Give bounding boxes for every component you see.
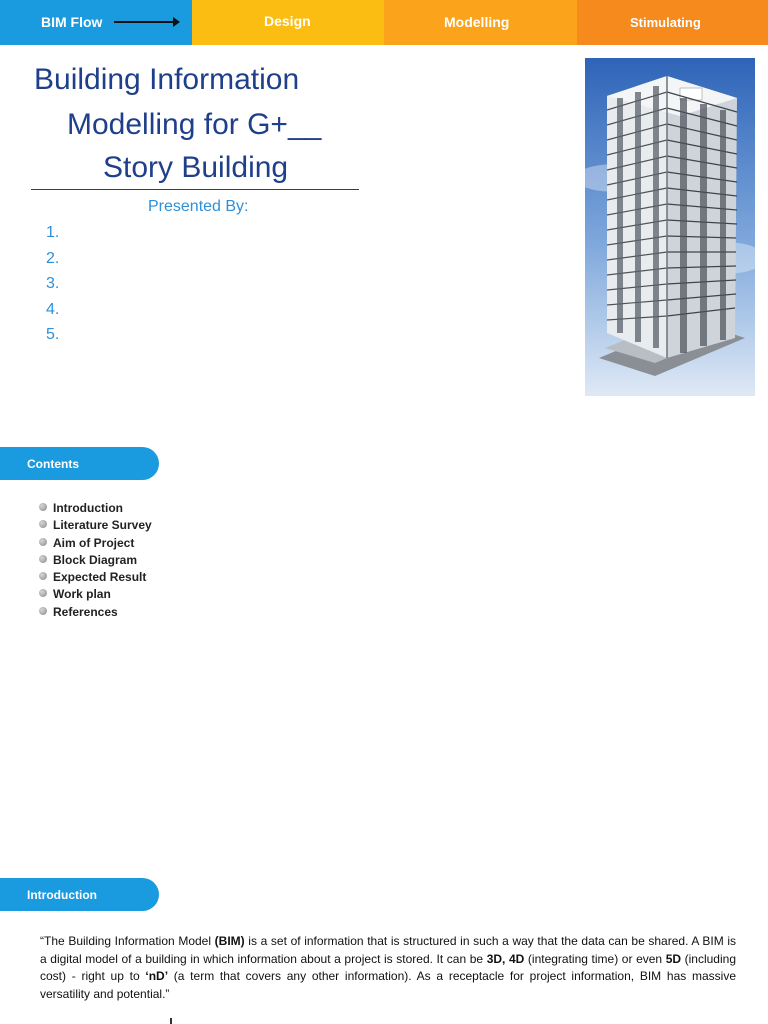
building-icon [585,58,755,396]
contents-item-references [39,604,152,621]
contents-item-block-diagram [39,552,152,569]
top-banner [0,0,768,45]
page-mark [170,1018,172,1024]
intro-text: “The Building Information Model [40,934,215,948]
contents-item-work-plan [39,586,152,603]
contents-header-label: Contents [27,457,79,471]
contents-item-literature-survey [39,517,152,534]
list-item-label: References [53,604,118,619]
intro-text: (a term that covers any other information). As a receptacle for project information, BIM has massive versatility and potential.” [40,969,736,1001]
contents-item-aim-of-project [39,535,152,552]
intro-text: (integrating time) or even [524,951,666,966]
intro-bold: (BIM) [214,934,245,948]
banner-label-bim-flow: BIM Flow [41,14,103,30]
contents-list [39,500,152,621]
contents-item-expected-result [39,569,152,586]
bullet-icon [39,607,47,615]
banner-segment-modelling [384,0,577,45]
banner-label-design: Design [264,13,311,29]
presenter-item: 5. [46,326,60,343]
bullet-icon [39,555,47,563]
list-item-label: Aim of Project [53,535,135,550]
introduction-header-label: Introduction [27,888,97,902]
title-divider [31,189,359,190]
banner-segment-design [192,0,384,45]
title-line-2: Modelling for G+__ [67,108,322,141]
title-line-3: Story Building [103,151,289,184]
bullet-icon [39,589,47,597]
arrow-right-icon [114,21,176,23]
presenter-item: 3. [46,275,60,292]
intro-bold: ‘nD’ [145,969,169,983]
banner-segment-stimulating [577,0,768,45]
intro-text: is a set of information that is structured in such a way that the data can be shared. A BIM is a digital model of a building in which information about a project is stored. It can be [40,934,737,966]
presenter-item: 4. [46,300,60,318]
list-item-label: Literature Survey [53,518,152,533]
introduction-paragraph [40,933,736,1003]
bullet-icon [39,520,47,528]
banner-label-modelling: Modelling [444,14,510,30]
introduction-header [0,878,159,911]
intro-bold: 3D, 4D [486,951,525,966]
intro-bold: 5D [665,951,682,966]
bullet-icon [39,503,47,511]
list-item-label: Expected Result [53,570,147,585]
presenter-item: 2. [46,249,60,267]
list-item-label: Introduction [53,501,123,515]
banner-segment-bim-flow [0,0,192,45]
bullet-icon [39,538,47,546]
presenter-item: 1. [46,224,60,241]
presented-by-label: Presented By: [148,198,249,215]
banner-label-stimulating: Stimulating [630,15,701,30]
list-item-label: Work plan [53,587,111,602]
list-item-label: Block Diagram [53,552,138,567]
title-line-1: Building Information [34,63,300,96]
intro-text: (including cost) - right up to [40,951,736,983]
bullet-icon [39,572,47,580]
presenter-list [46,220,59,348]
contents-item-introduction [39,500,152,517]
contents-header [0,447,159,480]
